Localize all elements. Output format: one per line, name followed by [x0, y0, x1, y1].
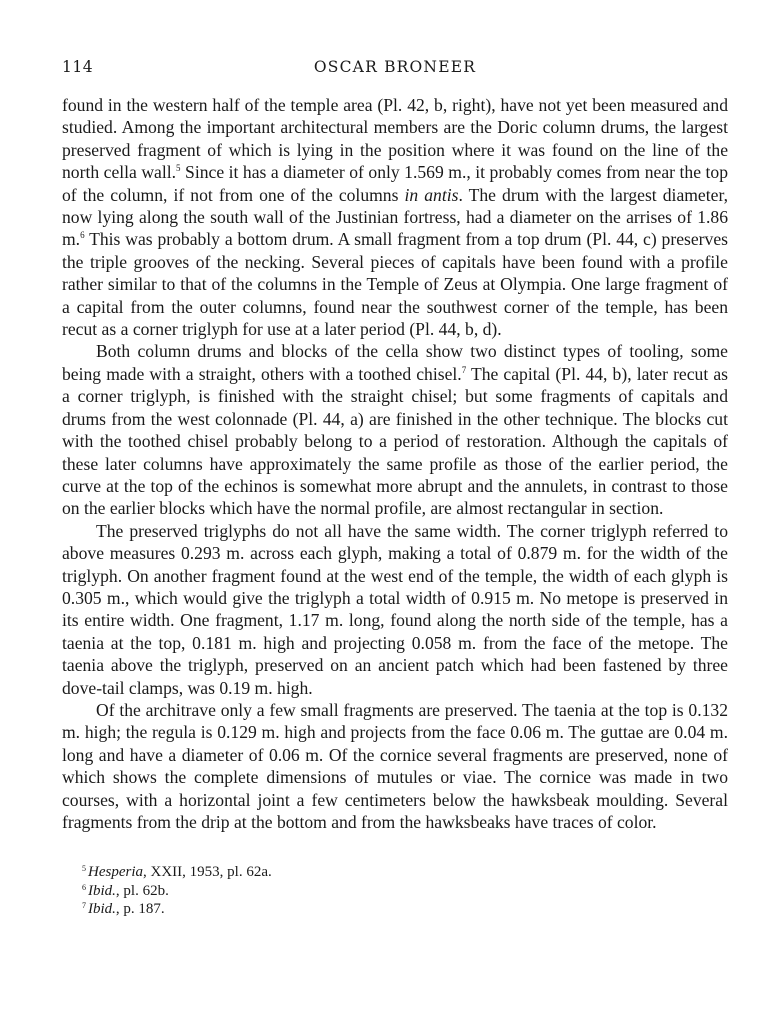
footnote-source: Ibid. [88, 882, 116, 899]
body-text [62, 94, 728, 833]
text-run: Since it has a diameter of only 1.569 m., it probably comes from near the top of the column, if not from one of the columns [62, 162, 728, 205]
paragraph [62, 94, 728, 340]
text-run: The preserved triglyphs do not all have the same width. The corner triglyph referred to above measures 0.293 m. across each glyph, making a total of 0.879 m. for the width of the triglyph. On another fragment found at the west end of the temple, the width of each glyph is 0.305 m., which would give the triglyph a total width of 0.915 m. No metope is preserved in its entire width. One fragment, 1.17 m. long, found along the north side of the temple, has a taenia at the top, 0.181 m. high and projecting 0.058 m. from the face of the metope. The taenia above the triglyph, preserved on an ancient patch which had been fastened by three dove-tail clamps, was 0.19 m. high. [62, 520, 728, 698]
running-title: OSCAR BRONEER [313, 58, 477, 76]
text-run: Both column drums and blocks of the cella show two distinct types of tooling, some being made with a straight, others with a toothed chisel. [62, 341, 728, 384]
footnote-source: Hesperia [88, 864, 143, 881]
footnote-number: 5 [82, 864, 86, 874]
paragraph [62, 699, 728, 833]
footnote-number: 7 [82, 901, 86, 911]
running-header [62, 58, 728, 80]
page-number: 114 [62, 58, 94, 76]
text-run: The capital (Pl. 44, b), later recut as a corner triglyph, is finished with the straight chisel; but some fragments of capitals and drums from the west colonnade (Pl. 44, a) are finished in the other technique. The blocks cut with the toothed chisel probably belong to a period of restoration. Although the capitals of these later columns have approximately the same profile as those of the earlier period, the curve at the top of the echinos is somewhat more abrupt and the annulets, in contrast to those on the earlier blocks which have the normal profile, are almost rectangular in section. [62, 363, 728, 519]
text-run: found in the western half of the temple area (Pl. 42, b, right), have not yet been measured and studied. Among the important architectural members are the Doric column drums, the largest preserved fragment of which is lying in the position where it was found on the line of the north cella wall. [62, 95, 728, 183]
paragraph [62, 340, 728, 519]
page [62, 58, 728, 919]
footnote-ref: 5 [176, 163, 181, 174]
footnote [82, 863, 728, 882]
text-run: This was probably a bottom drum. A small fragment from a top drum (Pl. 44, c) preserves the triple grooves of the necking. Several pieces of capitals have been found with a profile rather similar to that of the columns in the Temple of Zeus at Olympia. One large fragment of a capital from the outer columns, found near the southwest corner of the temple, has been recut as a corner triglyph for use at a later period (Pl. 44, b, d). [62, 229, 728, 340]
footnote-ref: 6 [80, 230, 85, 241]
footnote-text: , XXII, 1953, pl. 62a. [143, 864, 272, 881]
italic-text: in antis [404, 184, 459, 205]
footnotes [62, 863, 728, 919]
footnote-text: , pl. 62b. [115, 882, 169, 899]
footnote [82, 900, 728, 919]
footnote-ref: 7 [461, 364, 467, 375]
text-run: Of the architrave only a few small fragments are preserved. The taenia at the top is 0.132 m. high; the regula is 0.129 m. high and projects from the face 0.06 m. The guttae are 0.04 m. long and have a diameter of 0.06 m. Of the cornice several fragments are preserved, none of which shows the complete dimensions of mutules or viae. The cornice was made in two courses, with a horizontal joint a few centimeters below the hawksbeak moulding. Several fragments from the drip at the bottom and from the hawksbeaks have traces of color. [62, 699, 728, 832]
footnote-source: Ibid. [88, 901, 116, 918]
paragraph [62, 520, 728, 699]
text-run: . The drum with the largest diameter, now lying along the south wall of the Justinian fortress, had a diameter on the arrises of 1.86 m. [62, 184, 728, 250]
footnote-text: , p. 187. [115, 901, 165, 918]
footnote-number: 6 [82, 882, 86, 892]
footnote [82, 882, 728, 901]
